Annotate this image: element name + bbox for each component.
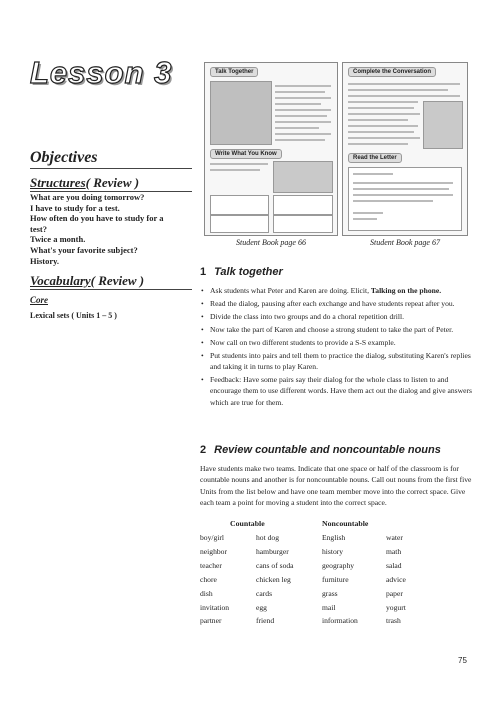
noun-word: chicken leg	[256, 574, 291, 584]
noun-word: cards	[256, 588, 273, 598]
noun-word: chore	[200, 574, 217, 584]
caption-page-66: Student Book page 66	[236, 238, 306, 247]
noun-word: math	[386, 546, 402, 556]
structure-line: History.	[30, 255, 60, 266]
noun-word: history	[322, 546, 344, 556]
vocabulary-heading	[30, 273, 144, 289]
structure-line: What's your favorite subject?	[30, 244, 138, 255]
computer-illustration	[273, 161, 333, 193]
section-2-heading	[200, 444, 441, 456]
section-1-title: Talk together	[214, 266, 283, 278]
structure-line: test?	[30, 223, 47, 234]
structure-line: I have to study for a test.	[30, 202, 120, 213]
bullet-text: Now call on two different students to provide a S-S example.	[210, 337, 396, 347]
student-book-page-67	[342, 62, 468, 236]
book-heading-talk-together: Talk Together	[210, 67, 258, 77]
noun-word: trash	[386, 616, 401, 626]
noun-word: furniture	[322, 574, 349, 584]
noun-word: information	[322, 616, 358, 626]
noun-word: friend	[256, 616, 275, 626]
vocabulary-label: Vocabulary	[30, 273, 91, 288]
bullet-item	[200, 350, 472, 373]
bullet-text: Ask students what Peter and Karen are doing. Elicit,	[210, 286, 371, 295]
structures-suffix: ( Review )	[85, 175, 140, 190]
book-heading-write-what-you-know: Write What You Know	[210, 149, 282, 159]
letter-box	[348, 167, 462, 231]
bullet-item	[200, 374, 472, 408]
bullet-item	[200, 285, 472, 296]
structure-line: What are you doing tomorrow?	[30, 192, 145, 202]
bullet-text: Read the dialog, pausing after each exchange and have students repeat after you.	[210, 298, 455, 308]
noun-word: dish	[200, 588, 213, 598]
noun-word: hot dog	[256, 533, 279, 542]
noun-word: partner	[200, 616, 222, 626]
book-heading-read-the-letter: Read the Letter	[348, 153, 402, 163]
noun-word: invitation	[200, 602, 230, 612]
lexical-sets: Lexical sets ( Units 1 – 5 )	[30, 311, 117, 320]
noun-word: geography	[322, 560, 355, 570]
caption-page-67: Student Book page 67	[370, 238, 440, 247]
kids-illustration	[423, 101, 463, 149]
objectives-rule	[30, 168, 192, 169]
noun-word: grass	[322, 588, 338, 598]
section-2-paragraph: Have students make two teams. Indicate that one space or half of the classroom is for countable nouns and another is for noncountable nouns. Call out nouns from the first five Units from the list below and have one team member move into the correct space. Give each team a point for moving a student into the correct space.	[200, 464, 472, 508]
bullet-text: Put students into pairs and tell them to practice the dialog, substituting Karen's replies and taking it in turns to play Karen.	[210, 350, 471, 371]
objectives-heading: Objectives	[30, 149, 98, 166]
section-1-number: 1	[200, 266, 207, 278]
structures-label: Structures	[30, 175, 86, 190]
countable-header: Countable	[230, 519, 265, 528]
noun-word: mail	[322, 602, 336, 612]
noun-word: hamburger	[256, 546, 289, 556]
section-1-heading	[200, 266, 283, 278]
vocabulary-rule	[30, 289, 192, 290]
bullet-text: Now take the part of Karen and choose a strong student to take the part of Peter.	[210, 324, 454, 334]
noun-word: teacher	[200, 560, 222, 570]
noun-word: egg	[256, 602, 267, 612]
structure-line: Twice a month.	[30, 234, 86, 245]
student-book-page-66	[204, 62, 338, 236]
noncountable-header: Noncountable	[322, 519, 369, 528]
noun-word: paper	[386, 588, 403, 598]
noun-word: advice	[386, 574, 406, 584]
core-label: Core	[30, 295, 48, 305]
lesson-title: Lesson 3	[30, 55, 173, 90]
noun-word: salad	[386, 560, 402, 570]
noun-word: neighbor	[200, 546, 227, 556]
section-2-number: 2	[200, 444, 207, 456]
noun-word: cans of soda	[256, 560, 294, 570]
page-number: 75	[458, 656, 467, 665]
bullet-item	[200, 298, 472, 309]
bullet-item	[200, 337, 472, 348]
structures-heading	[30, 175, 139, 191]
noun-word: water	[386, 533, 403, 542]
noun-word: yogurt	[386, 602, 406, 612]
book-heading-complete-conversation: Complete the Conversation	[348, 67, 436, 77]
section-2-title: Review countable and noncountable nouns	[214, 444, 441, 456]
bullet-text: Feedback: Have some pairs say their dialog for the whole class to listen to and encourage them to use different words. Have them act out the dialog and give answers which are true for them.	[210, 374, 472, 407]
kids-phone-illustration	[210, 81, 272, 145]
noun-word: boy/girl	[200, 533, 225, 542]
section-1-bullets	[200, 285, 472, 410]
structure-lines	[30, 192, 192, 266]
bullet-item	[200, 311, 472, 322]
vocabulary-suffix: ( Review )	[90, 273, 145, 288]
bullet-item	[200, 324, 472, 335]
bullet-text: Divide the class into two groups and do a choral repetition drill.	[210, 311, 405, 321]
bullet-bold-text: Talking on the phone.	[370, 286, 442, 295]
noun-word: English	[322, 533, 346, 542]
structure-line: How often do you have to study for a	[30, 213, 164, 224]
